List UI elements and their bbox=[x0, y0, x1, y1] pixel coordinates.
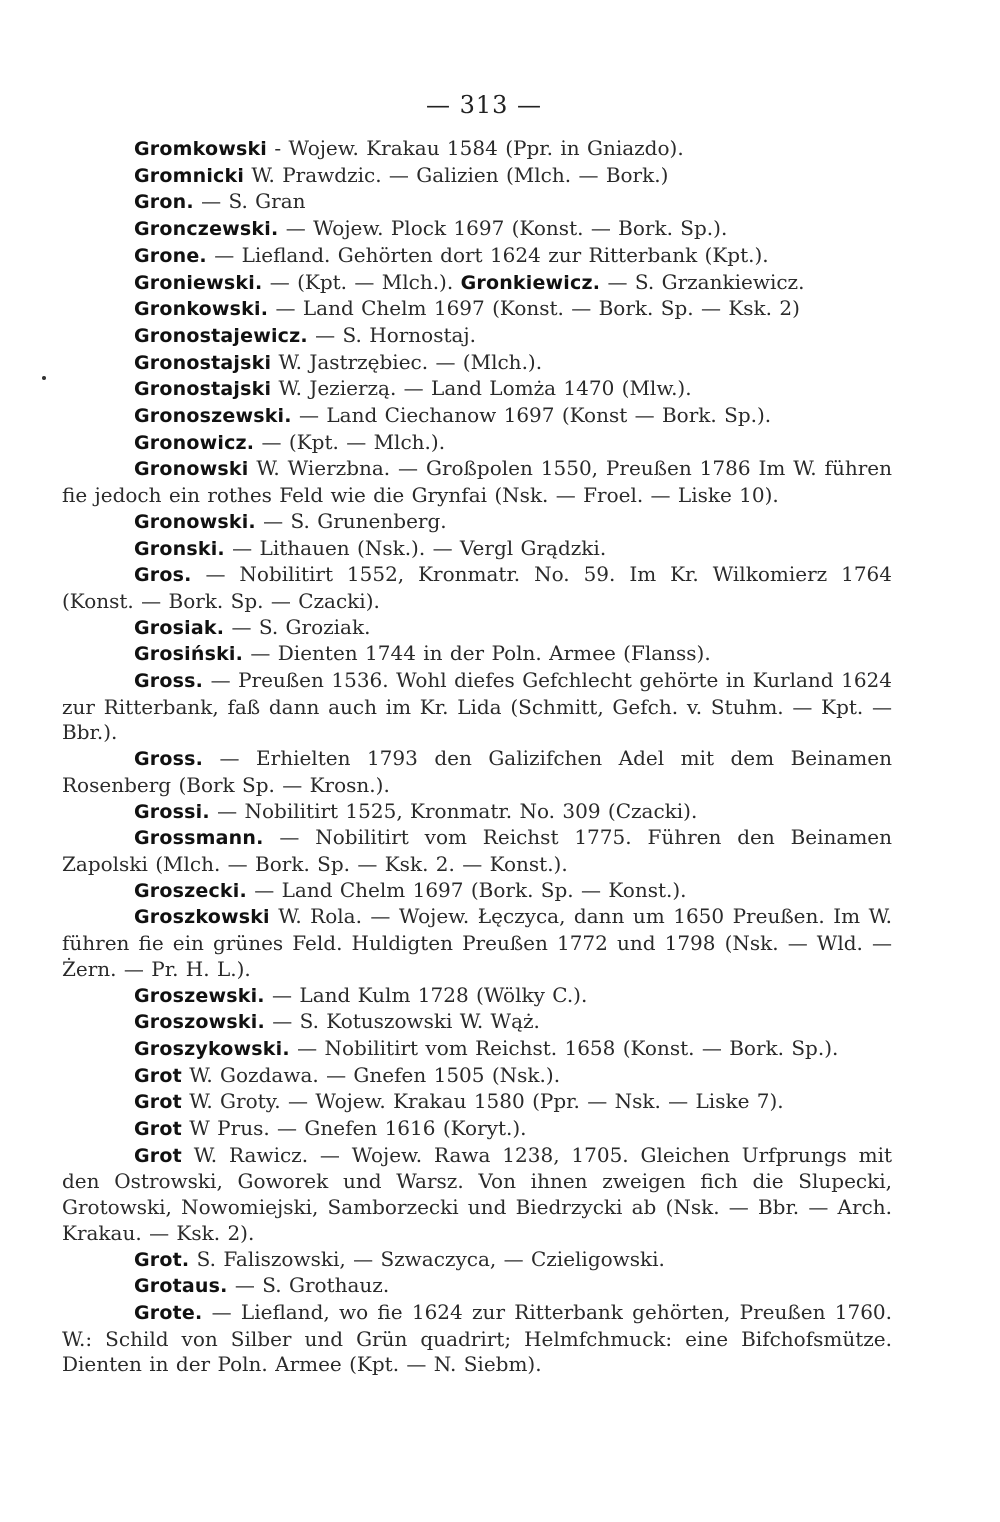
entry bbox=[62, 746, 892, 798]
entry bbox=[62, 1247, 892, 1274]
entry bbox=[62, 536, 892, 563]
entry bbox=[62, 799, 892, 826]
entry-headword: Grot. bbox=[134, 1248, 190, 1271]
entry-headword: Gronoszewski. bbox=[134, 405, 292, 428]
entry bbox=[62, 509, 892, 536]
entry-headword: Grot bbox=[134, 1118, 182, 1141]
stray-mark bbox=[42, 376, 46, 380]
entry bbox=[62, 456, 892, 508]
entry-text: W. Gozdawa. — Gnefen 1505 (Nsk.). bbox=[181, 1062, 561, 1087]
entry-headword: Grossmann. bbox=[134, 827, 264, 850]
entry bbox=[62, 983, 892, 1010]
entry-text: — S. Grothauz. bbox=[227, 1273, 390, 1298]
entry bbox=[62, 403, 892, 430]
entry-text: — Liefland. Gehörten dort 1624 zur Ritterbank (Kpt.). bbox=[206, 242, 769, 267]
document-page bbox=[62, 90, 892, 1378]
entry-text: W. Rawicz. — Wojew. Rawa 1238, 1705. Gleichen Urfprungs mit den Ostrowski, Goworek und Warsz. Von ihnen zweigen fich die Slupecki, Grotowski, Nowomiejski, Samborzecki und Biedrzycki ab (Nsk. — Bbr. — Arch. Krakau. — Ksk. 2). bbox=[62, 1142, 892, 1245]
entry-text: — Land Chelm 1697 (Bork. Sp. — Konst.). bbox=[246, 877, 687, 902]
entry-headword: Gronostajski bbox=[134, 378, 272, 401]
entry bbox=[62, 296, 892, 323]
entry bbox=[62, 878, 892, 905]
entry-headword: Gromnicki bbox=[134, 164, 245, 187]
entry-headword: Gronostajewicz. bbox=[134, 324, 308, 347]
entry bbox=[62, 825, 892, 877]
entry-headword: Gronowski bbox=[134, 458, 249, 481]
entry-text: — Preußen 1536. Wohl diefes Gefchlecht gehörte in Kurland 1624 zur Ritterbank, faß dann auch im Kr. Lida (Schmitt, Gefch. v. Stuhm. — Kpt. — Bbr.). bbox=[62, 668, 892, 745]
entry bbox=[62, 430, 892, 457]
page-number: — 313 — bbox=[425, 91, 543, 119]
entry-text: W. Groty. — Wojew. Krakau 1580 (Ppr. — Nsk. — Liske 7). bbox=[181, 1089, 784, 1114]
entry-headword: Groniewski. bbox=[134, 271, 263, 294]
entry-headword: Gros. bbox=[134, 564, 192, 587]
entry bbox=[62, 323, 892, 350]
entry-text: W. Prawdzic. — Galizien (Mlch. — Bork.) bbox=[244, 162, 669, 187]
entry-text: — S. Groziak. bbox=[224, 614, 371, 639]
entry-text: — S. Gran bbox=[193, 189, 306, 214]
entry bbox=[62, 243, 892, 270]
entry-text: — Nobilitirt vom Reichst. 1658 (Konst. — Bork. Sp.). bbox=[289, 1035, 839, 1060]
entry bbox=[62, 189, 892, 216]
entry-text: S. Faliszowski, — Szwaczyca, — Czieligowski. bbox=[189, 1246, 665, 1271]
entry bbox=[62, 1063, 892, 1090]
entry-text: — Nobilitirt 1552, Kronmatr. No. 59. Im Kr. Wilkomierz 1764 (Konst. — Bork. Sp. — Czacki). bbox=[62, 562, 892, 613]
entry-headword: Gronowski. bbox=[134, 510, 256, 533]
entry bbox=[62, 1143, 892, 1247]
entry-headword: Grossi. bbox=[134, 800, 210, 823]
entry-text: W. Wierzbna. — Großpolen 1550, Preußen 1786 Im W. führen fie jedoch ein rothes Feld wie die Grynfai (Nsk. — Froel. — Liske 10). bbox=[62, 456, 892, 508]
entry-headword: Grote. bbox=[134, 1301, 203, 1324]
entry-list bbox=[62, 136, 892, 1378]
entry-headword: Gross. bbox=[134, 670, 204, 693]
entry bbox=[62, 1036, 892, 1063]
entry-headword: Gronski. bbox=[134, 537, 225, 560]
entry bbox=[62, 163, 892, 190]
entry-text: — (Kpt. — Mlch.). bbox=[262, 269, 461, 294]
entry bbox=[62, 641, 892, 668]
entry bbox=[62, 270, 892, 297]
entry bbox=[62, 1089, 892, 1116]
entry-headword: Gron. bbox=[134, 191, 194, 214]
entry-text: — Dienten 1744 in der Poln. Armee (Flanss). bbox=[243, 641, 711, 666]
entry-headword: Grosiak. bbox=[134, 616, 225, 639]
entry bbox=[62, 1300, 892, 1378]
entry bbox=[62, 668, 892, 746]
entry-headword: Gronowicz. bbox=[134, 431, 255, 454]
entry-headword: Grot bbox=[134, 1091, 182, 1114]
entry bbox=[62, 136, 892, 163]
entry bbox=[62, 350, 892, 377]
entry-text: — S. Kotuszowski W. Wąż. bbox=[264, 1009, 540, 1034]
entry bbox=[62, 615, 892, 642]
entry-headword: Gronczewski. bbox=[134, 218, 279, 241]
entry-headword: Gronkowski. bbox=[134, 298, 269, 321]
entry-text: — (Kpt. — Mlch.). bbox=[254, 429, 446, 454]
entry-headword: Grone. bbox=[134, 244, 207, 267]
entry-text: — S. Hornostaj. bbox=[307, 322, 476, 347]
entry bbox=[62, 376, 892, 403]
entry-headword: Grot bbox=[134, 1064, 182, 1087]
entry bbox=[62, 1116, 892, 1143]
entry-text: W. Jezierzą. — Land Lomża 1470 (Mlw.). bbox=[271, 376, 692, 401]
entry bbox=[62, 1009, 892, 1036]
entry-headword: Groszewski. bbox=[134, 984, 265, 1007]
entry-headword: Gronkiewicz. bbox=[460, 271, 601, 294]
entry-headword: Groszykowski. bbox=[134, 1037, 290, 1060]
entry-text: — Erhielten 1793 den Galizifchen Adel mit dem Beinamen Rosenberg (Bork Sp. — Krosn.). bbox=[62, 746, 892, 797]
entry-headword: Groszecki. bbox=[134, 879, 247, 902]
entry-headword: Groszkowski bbox=[134, 906, 270, 929]
entry-headword: Gross. bbox=[134, 748, 204, 771]
entry-text: — S. Grzankiewicz. bbox=[600, 269, 805, 294]
entry-headword: Grosiński. bbox=[134, 643, 244, 666]
entry-text: W. Jastrzębiec. — (Mlch.). bbox=[271, 349, 543, 374]
entry bbox=[62, 562, 892, 614]
entry-text: — Liefland, wo fie 1624 zur Ritterbank gehörten, Preußen 1760. W.: Schild von Silber und Grün quadrirt; Helmfchmuck: eine Bifchofsmütze. Dienten in der Poln. Armee (Kpt. — N. Siebm). bbox=[62, 1299, 892, 1377]
entry bbox=[62, 904, 892, 982]
entry-text: — Nobilitirt vom Reichst 1775. Führen den Beinamen Zapolski (Mlch. — Bork. Sp. — Ksk. 2. — Konst.). bbox=[62, 825, 892, 876]
entry-text: - Wojew. Krakau 1584 (Ppr. in Gniazdo). bbox=[267, 136, 684, 160]
entry bbox=[62, 216, 892, 243]
entry-text: — Wojew. Plock 1697 (Konst. — Bork. Sp.). bbox=[278, 216, 728, 241]
entry bbox=[62, 1273, 892, 1300]
entry-text: — Land Kulm 1728 (Wölky C.). bbox=[264, 982, 588, 1007]
entry-headword: Grotaus. bbox=[134, 1275, 228, 1298]
entry-text: — Land Chelm 1697 (Konst. — Bork. Sp. — Ksk. 2) bbox=[268, 296, 800, 321]
entry-text: — Lithauen (Nsk.). — Vergl Grądzki. bbox=[224, 535, 607, 560]
entry-text: — Land Ciechanow 1697 (Konst — Bork. Sp.). bbox=[291, 403, 772, 428]
entry-headword: Grot bbox=[134, 1144, 182, 1167]
entry-headword: Gronostajski bbox=[134, 351, 272, 374]
entry-text: W Prus. — Gnefen 1616 (Koryt.). bbox=[181, 1116, 527, 1141]
entry-headword: Groszowski. bbox=[134, 1011, 265, 1034]
entry-text: — S. Grunenberg. bbox=[255, 508, 447, 533]
entry-text: W. Rola. — Wojew. Łęczyca, dann um 1650 Preußen. Im W. führen fie ein grünes Feld. Huldigten Preußen 1772 und 1798 (Nsk. — Wld. — Żern. — Pr. H. L.). bbox=[62, 904, 892, 981]
entry-headword: Gromkowski bbox=[134, 138, 268, 160]
entry-text: — Nobilitirt 1525, Kronmatr. No. 309 (Czacki). bbox=[209, 798, 698, 823]
